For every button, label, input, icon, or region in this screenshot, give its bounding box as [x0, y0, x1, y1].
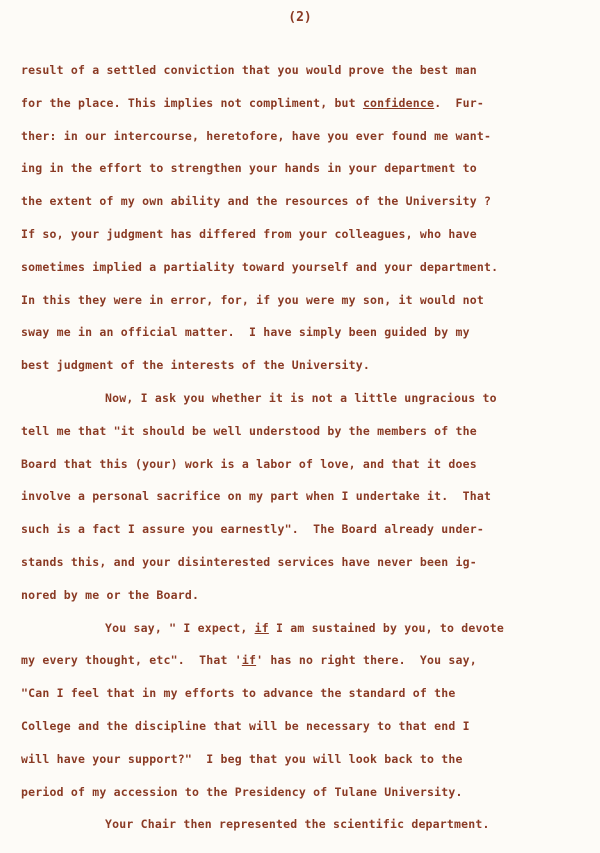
text-segment: for the place. This implies not compliment, but: [21, 95, 356, 110]
letter-body: [21, 60, 583, 847]
text-line: [21, 93, 583, 126]
text-line: the extent of my own ability and the resources of the University ?: [21, 194, 492, 209]
text-line: College and the discipline that will be necessary to that end I: [21, 718, 470, 733]
text-line: ing in the effort to strengthen your hands in your department to: [21, 161, 477, 176]
text-line: tell me that "it should be well understood by the members of the: [21, 423, 477, 438]
page-number: (2): [288, 10, 312, 25]
text-line: result of a settled conviction that you would prove the best man: [21, 63, 477, 77]
text-line: In this they were in error, for, if you were my son, it would not: [21, 292, 485, 307]
text-line: Your Chair then represented the scientific department.: [105, 817, 490, 832]
text-segment: my every thought, etc". That ': [21, 653, 242, 668]
text-line: period of my accession to the Presidency of Tulane University.: [21, 784, 463, 799]
text-segment: I am sustained by you, to devote: [275, 620, 504, 635]
text-segment: You say, " I expect,: [105, 620, 248, 635]
text-line: nored by me or the Board.: [21, 587, 200, 602]
text-line: involve a personal sacrifice on my part when I undertake it. That: [21, 489, 492, 504]
text-segment: ' has no right there. You say,: [256, 653, 477, 668]
text-line: If so, your judgment has differed from your colleagues, who have: [21, 226, 477, 241]
text-line: Now, I ask you whether it is not a little ungracious to: [105, 390, 497, 405]
underlined-word: if: [241, 653, 257, 668]
text-line: Board that this (your) work is a labor of love, and that it does: [21, 456, 477, 471]
text-line: stands this, and your disinterested services have never been ig-: [21, 554, 477, 569]
text-line: such is a fact I assure you earnestly". The Board already under-: [21, 522, 485, 537]
underlined-word: if: [254, 620, 269, 635]
text-line: [21, 618, 583, 651]
underlined-word: confidence: [362, 95, 435, 110]
text-line: "Can I feel that in my efforts to advance the standard of the: [21, 686, 456, 701]
text-line: sway me in an official matter. I have simply been guided by my: [21, 325, 470, 340]
text-segment: . Fur-: [434, 95, 485, 110]
text-line: will have your support?" I beg that you will look back to the: [21, 751, 463, 766]
text-line: sometimes implied a partiality toward yourself and your department.: [21, 259, 499, 274]
text-line: ther: in our intercourse, heretofore, have you ever found me want-: [21, 128, 492, 143]
text-line: [21, 650, 583, 683]
text-line: best judgment of the interests of the University.: [21, 358, 371, 373]
